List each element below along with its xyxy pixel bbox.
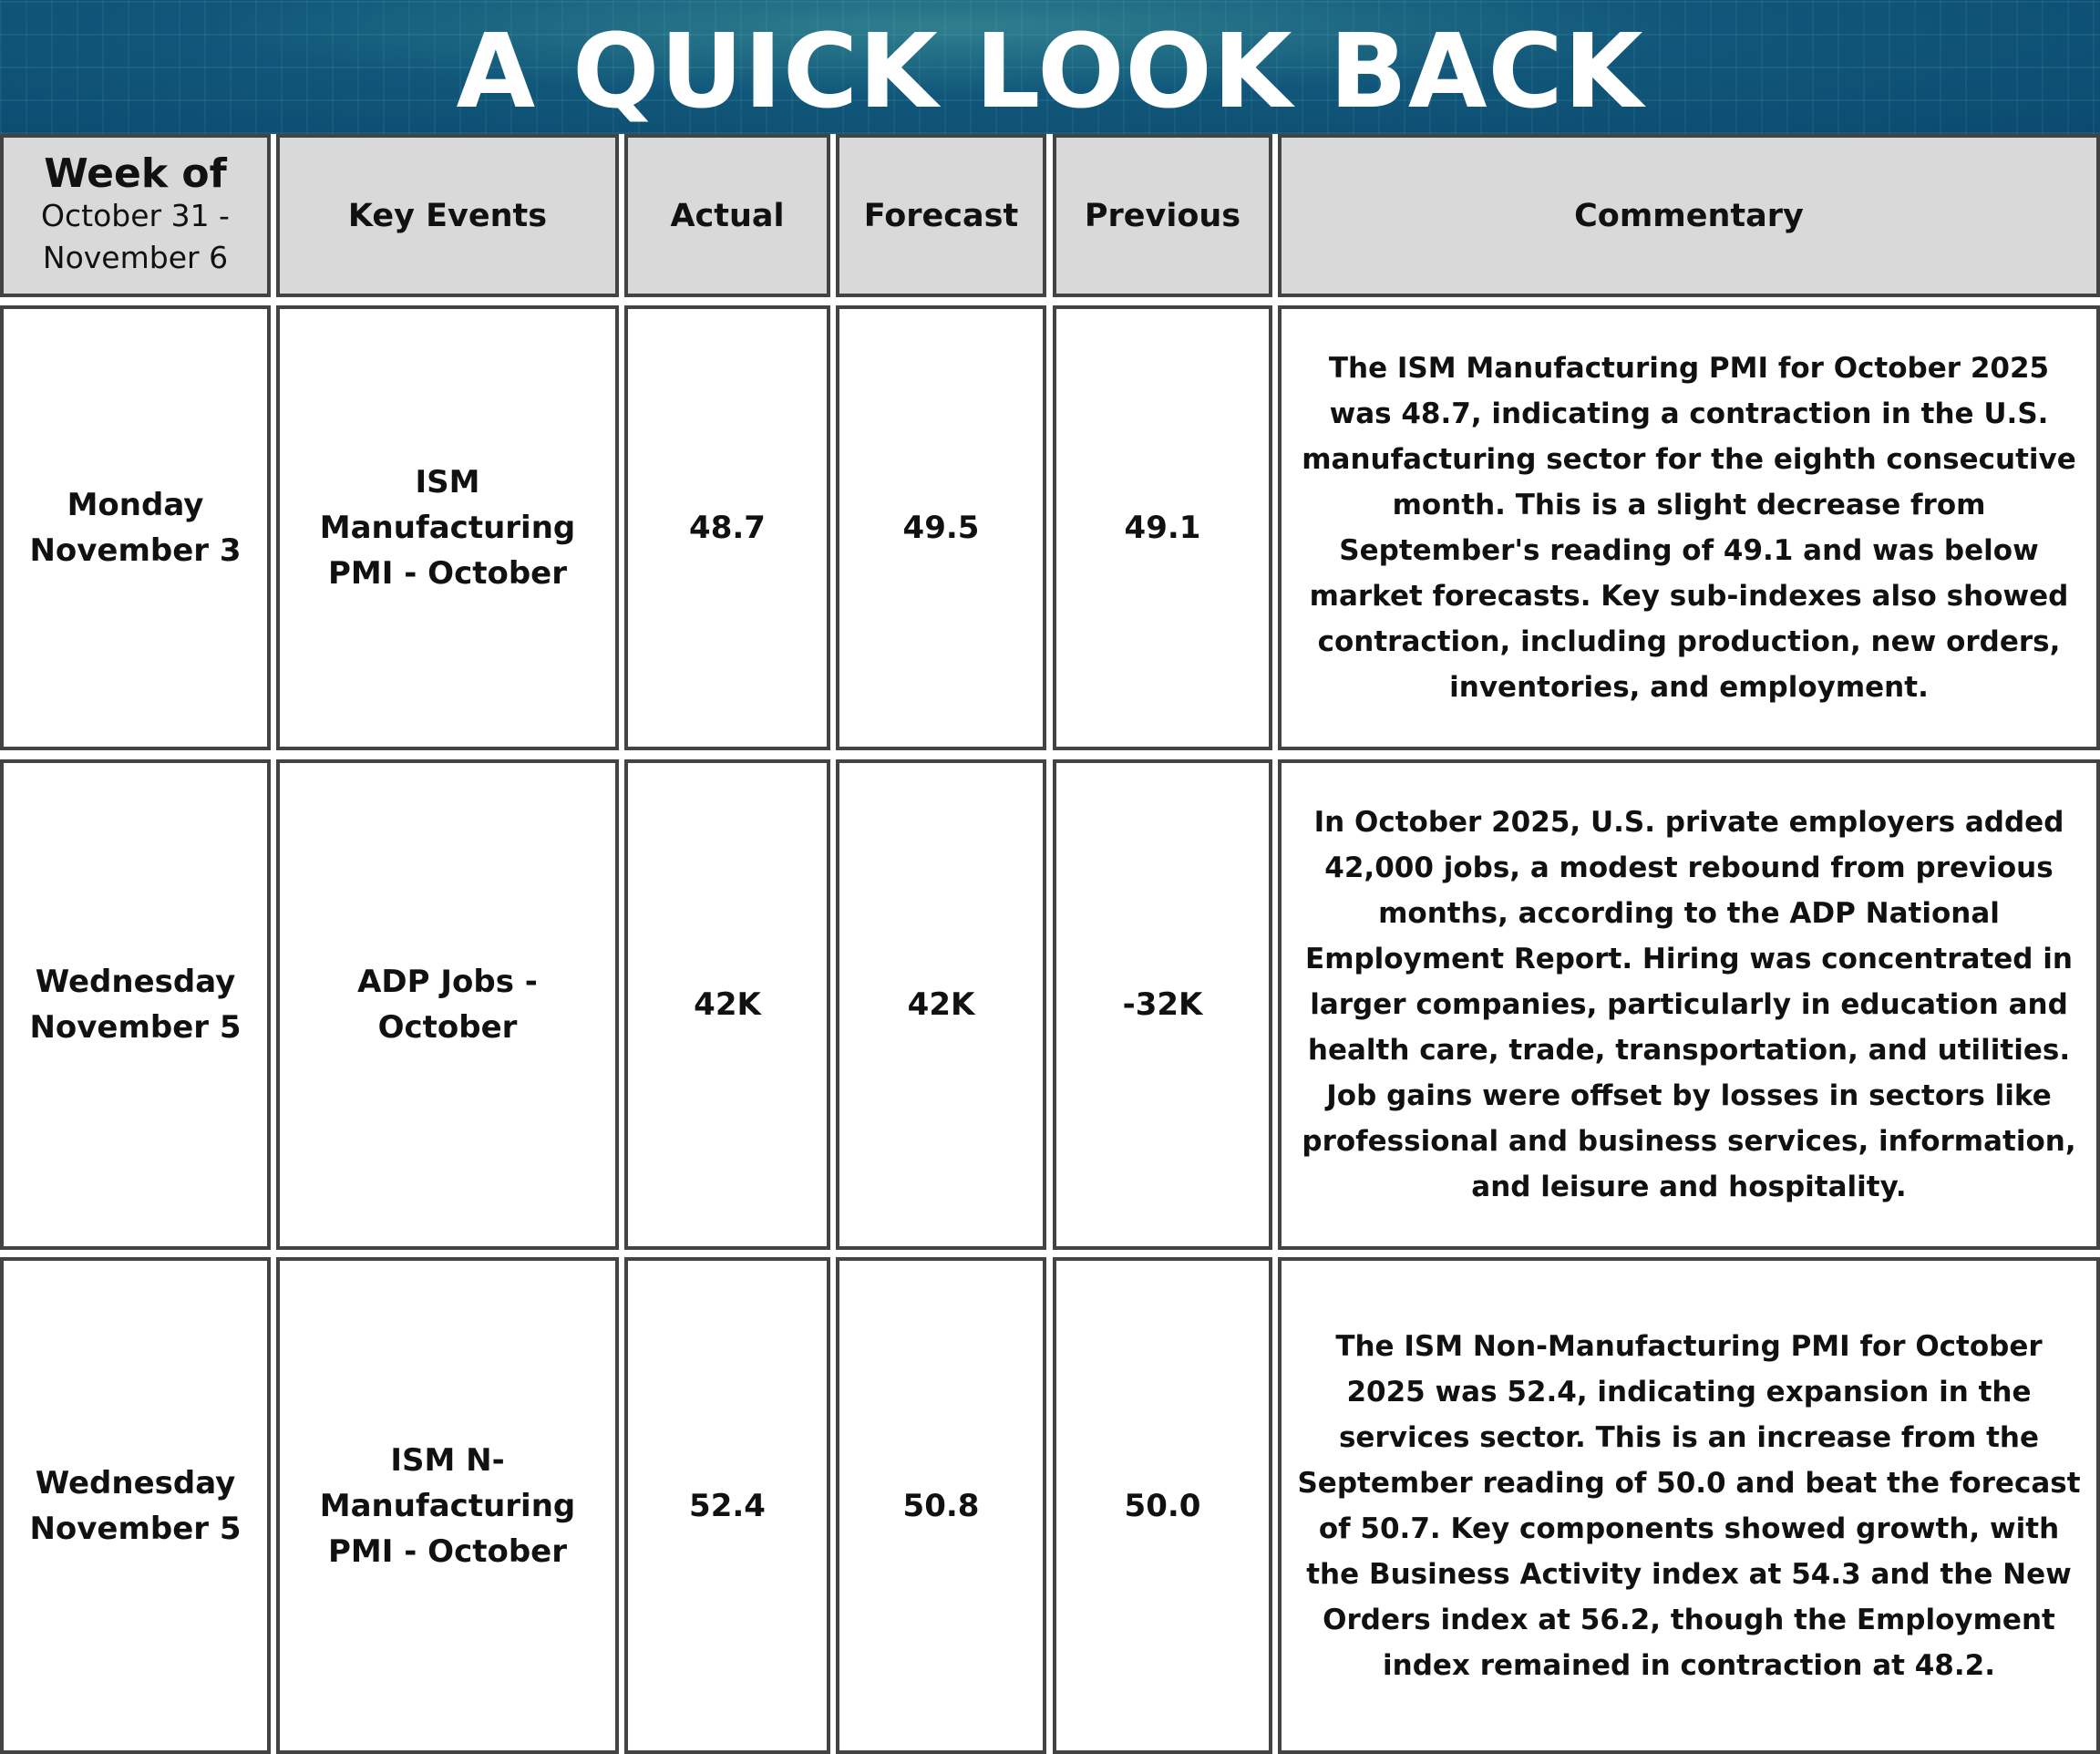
row-date [0,305,271,750]
row-commentary: The ISM Manufacturing PMI for October 2025 was 48.7, indicating a contraction in the U.S. manufacturing sector for the eighth consecutive month. This is a slight decrease from September's reading of 49.1 and was below market forecasts. Key sub-indexes also showed contraction, including production, new orders, inventories, and employment. [1278,305,2100,750]
row-previous: 50.0 [1053,1257,1272,1754]
header-key-events: Key Events [276,134,619,297]
row-event: ISM Manufacturing PMI - October [276,305,619,750]
row-commentary: In October 2025, U.S. private employers added 42,000 jobs, a modest rebound from previous months, according to the ADP National Employment Report. Hiring was concentrated in larger companies, particularly in education and health care, trade, transportation, and utilities. Job gains were offset by losses in sectors like professional and business services, information, and leisure and hospitality. [1278,759,2100,1250]
week-range-start: October 31 - [41,197,230,233]
week-label: Week of [44,150,227,197]
row-event: ADP Jobs - October [276,759,619,1250]
week-range-end: November 6 [42,239,229,275]
row-date [0,1257,271,1754]
row-commentary: The ISM Non-Manufacturing PMI for October 2025 was 52.4, indicating expansion in the services sector. This is an increase from the September reading of 50.0 and beat the forecast of 50.7. Key components showed growth, with the Business Activity index at 54.3 and the New Orders index at 56.2, though the Employment index remained in contraction at 48.2. [1278,1257,2100,1754]
header-actual: Actual [624,134,830,297]
header-previous: Previous [1053,134,1272,297]
header-forecast: Forecast [836,134,1046,297]
row-day: Wednesday [35,964,236,1000]
row-date-text: November 5 [29,1510,242,1547]
row-date-text: November 3 [29,532,242,569]
row-date-text: November 5 [29,1009,242,1046]
row-day: Monday [67,487,204,523]
row-actual: 42K [624,759,830,1250]
row-previous: 49.1 [1053,305,1272,750]
row-previous: -32K [1053,759,1272,1250]
header-commentary: Commentary [1278,134,2100,297]
title-banner [0,0,2100,134]
page-title: A QUICK LOOK BACK [456,13,1644,131]
header-week [0,134,271,297]
row-day: Wednesday [35,1464,236,1501]
row-event: ISM N-Manufacturing PMI - October [276,1257,619,1754]
row-date [0,759,271,1250]
row-actual: 48.7 [624,305,830,750]
row-actual: 52.4 [624,1257,830,1754]
row-forecast: 42K [836,759,1046,1250]
row-forecast: 50.8 [836,1257,1046,1754]
row-forecast: 49.5 [836,305,1046,750]
